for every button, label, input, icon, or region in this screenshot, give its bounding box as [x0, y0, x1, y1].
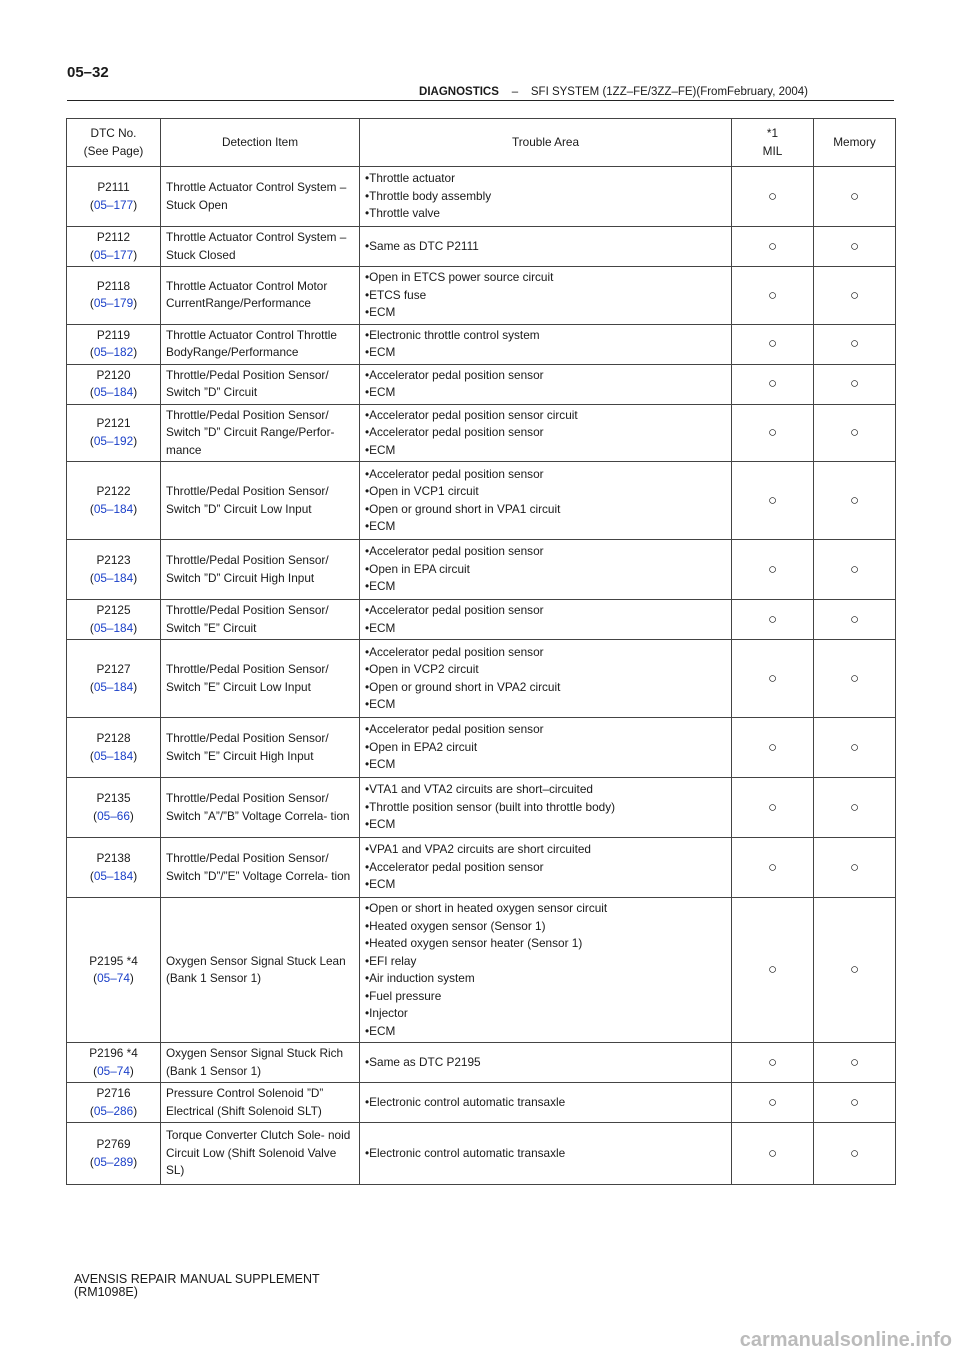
trouble-area-item: • Open or ground short in VPA2 circuit [365, 679, 726, 697]
header-dtc [67, 119, 161, 167]
trouble-area-cell [360, 540, 732, 600]
dtc-page-ref: (05–192) [89, 433, 138, 448]
dtc-code: P2195 *4 [89, 953, 138, 968]
trouble-area-item: • ECM [365, 876, 726, 894]
dtc-page-link[interactable]: 05–74 [97, 971, 130, 985]
section-header [419, 86, 808, 98]
dtc-code: P2135 [96, 791, 131, 805]
memory-indicator: ○ [814, 1123, 896, 1185]
trouble-area-item: • Open in EPA circuit [365, 561, 726, 579]
trouble-area-item: • ECM [365, 578, 726, 596]
trouble-area-list [365, 900, 726, 1040]
dtc-code-cell [67, 600, 161, 640]
trouble-area-list [365, 1145, 726, 1163]
trouble-area-item: • ECM [365, 620, 726, 638]
header-mil [732, 119, 814, 167]
header-dtc-label: DTC No. [90, 126, 137, 140]
dtc-page-link[interactable]: 05–179 [93, 296, 134, 311]
mil-indicator: ○ [732, 898, 814, 1043]
trouble-area-item: • ETCS fuse [365, 287, 726, 305]
trouble-area-item: • Accelerator pedal position sensor [365, 367, 726, 385]
table-row [67, 540, 896, 600]
dtc-page-link[interactable]: 05–184 [93, 385, 134, 399]
trouble-area-cell [360, 1043, 732, 1083]
memory-indicator: ○ [814, 227, 896, 267]
dtc-page-ref: (05–184) [89, 748, 138, 763]
table-row [67, 404, 896, 462]
table-row [67, 778, 896, 838]
memory-indicator: ○ [814, 600, 896, 640]
dtc-page-ref: (05–179) [89, 296, 138, 311]
trouble-area-item: • Injector [365, 1005, 726, 1023]
dtc-page-link[interactable]: 05–192 [93, 433, 134, 448]
trouble-area-item: • Electronic control automatic transaxle [365, 1094, 726, 1112]
header-dtc-sub: (See Page) [83, 143, 144, 158]
trouble-area-cell [360, 718, 732, 778]
mil-indicator: ○ [732, 718, 814, 778]
section-title: DIAGNOSTICS [419, 86, 499, 98]
mil-indicator: ○ [732, 364, 814, 404]
mil-indicator: ○ [732, 167, 814, 227]
trouble-area-item: • Same as DTC P2195 [365, 1054, 726, 1072]
trouble-area-item: • Accelerator pedal position sensor [365, 466, 726, 484]
detection-item: Torque Converter Clutch Sole- noid Circuit Low (Shift Solenoid Valve SL) [161, 1123, 360, 1185]
detection-item: Oxygen Sensor Signal Stuck Lean (Bank 1 Sensor 1) [161, 898, 360, 1043]
table-row [67, 1043, 896, 1083]
table-row [67, 324, 896, 364]
detection-item: Throttle/Pedal Position Sensor/ Switch ”E” Circuit High Input [161, 718, 360, 778]
trouble-area-list [365, 170, 726, 223]
memory-indicator: ○ [814, 1043, 896, 1083]
dtc-page-ref: (05–74) [93, 971, 134, 985]
memory-indicator: ○ [814, 462, 896, 540]
trouble-area-item: • Heated oxygen sensor (Sensor 1) [365, 918, 726, 936]
dtc-code-cell [67, 364, 161, 404]
header-rule [67, 100, 894, 101]
mil-indicator: ○ [732, 1043, 814, 1083]
dtc-code: P2121 [96, 416, 131, 431]
dtc-page-ref: (05–184) [89, 620, 138, 635]
dtc-page-ref: (05–74) [93, 1063, 134, 1078]
trouble-area-cell [360, 324, 732, 364]
trouble-area-item: • EFI relay [365, 953, 726, 971]
trouble-area-item: • Throttle position sensor (built into throttle body) [365, 799, 726, 817]
table-row [67, 640, 896, 718]
trouble-area-item: • Electronic throttle control system [365, 327, 726, 345]
mil-indicator: ○ [732, 640, 814, 718]
memory-indicator: ○ [814, 540, 896, 600]
dtc-code: P2769 [96, 1137, 131, 1151]
trouble-area-item: • Accelerator pedal position sensor [365, 424, 726, 442]
memory-indicator: ○ [814, 324, 896, 364]
trouble-area-item: • Same as DTC P2111 [365, 238, 726, 256]
memory-indicator: ○ [814, 267, 896, 325]
trouble-area-item: • ECM [365, 816, 726, 834]
dtc-code-cell [67, 1043, 161, 1083]
detection-item: Oxygen Sensor Signal Stuck Rich (Bank 1 Sensor 1) [161, 1043, 360, 1083]
table-row [67, 898, 896, 1043]
dtc-code: P2123 [96, 553, 131, 567]
memory-indicator: ○ [814, 640, 896, 718]
detection-item: Throttle/Pedal Position Sensor/ Switch ”D” Circuit Range/Perfor- mance [161, 404, 360, 462]
header-mil-note: *1 [766, 126, 779, 140]
dtc-table [66, 118, 896, 1185]
trouble-area-item: • Throttle body assembly [365, 188, 726, 206]
trouble-area-item: • VPA1 and VPA2 circuits are short circuited [365, 841, 726, 859]
memory-indicator: ○ [814, 718, 896, 778]
trouble-area-list [365, 602, 726, 637]
dtc-page-link[interactable]: 05–182 [93, 345, 134, 359]
memory-indicator: ○ [814, 838, 896, 898]
section-subtitle: SFI SYSTEM (1ZZ–FE/3ZZ–FE)(FromFebruary, 2004) [530, 86, 808, 98]
trouble-area-list [365, 644, 726, 714]
trouble-area-item: • ECM [365, 696, 726, 714]
dtc-code: P2120 [96, 367, 131, 382]
trouble-area-item: • Air induction system [365, 970, 726, 988]
header-separator: – [511, 86, 519, 98]
trouble-area-cell [360, 462, 732, 540]
detection-item: Throttle/Pedal Position Sensor/ Switch ”A”/”B” Voltage Correla- tion [161, 778, 360, 838]
dtc-code-cell [67, 324, 161, 364]
dtc-code-cell [67, 640, 161, 718]
dtc-page-link[interactable]: 05–184 [93, 748, 134, 763]
dtc-code-cell [67, 1123, 161, 1185]
trouble-area-list [365, 367, 726, 402]
footer [74, 1273, 320, 1299]
detection-item: Pressure Control Solenoid ”D” Electrical (Shift Solenoid SLT) [161, 1083, 360, 1123]
header-memory: Memory [814, 119, 896, 167]
trouble-area-item: • Accelerator pedal position sensor [365, 543, 726, 561]
dtc-code: P2112 [96, 230, 131, 244]
memory-indicator: ○ [814, 898, 896, 1043]
trouble-area-item: • Accelerator pedal position sensor [365, 644, 726, 662]
mil-indicator: ○ [732, 600, 814, 640]
trouble-area-cell [360, 227, 732, 267]
mil-indicator: ○ [732, 462, 814, 540]
mil-indicator: ○ [732, 267, 814, 325]
table-row [67, 1083, 896, 1123]
detection-item: Throttle/Pedal Position Sensor/ Switch ”D” Circuit High Input [161, 540, 360, 600]
trouble-area-item: • Open or ground short in VPA1 circuit [365, 501, 726, 519]
trouble-area-list [365, 466, 726, 536]
mil-indicator: ○ [732, 1123, 814, 1185]
detection-item: Throttle/Pedal Position Sensor/ Switch ”E” Circuit Low Input [161, 640, 360, 718]
dtc-code-cell [67, 1083, 161, 1123]
trouble-area-item: • VTA1 and VTA2 circuits are short–circuited [365, 781, 726, 799]
dtc-page-link[interactable]: 05–177 [93, 197, 134, 212]
dtc-page-link[interactable]: 05–177 [93, 247, 134, 262]
mil-indicator: ○ [732, 778, 814, 838]
dtc-code-cell [67, 404, 161, 462]
trouble-area-list [365, 721, 726, 774]
dtc-code: P2716 [96, 1086, 131, 1100]
trouble-area-item: • ECM [365, 304, 726, 322]
dtc-code-cell [67, 718, 161, 778]
dtc-page-ref: (05–184) [89, 570, 138, 585]
detection-item: Throttle Actuator Control System – Stuck Open [161, 167, 360, 227]
dtc-page-ref: (05–177) [89, 247, 138, 262]
dtc-page-ref: (05–286) [89, 1103, 138, 1118]
trouble-area-cell [360, 267, 732, 325]
trouble-area-cell [360, 640, 732, 718]
trouble-area-list [365, 407, 726, 460]
trouble-area-cell [360, 838, 732, 898]
trouble-area-list [365, 781, 726, 834]
dtc-page-link[interactable]: 05–66 [97, 808, 130, 823]
trouble-area-item: • Open in EPA2 circuit [365, 739, 726, 757]
trouble-area-list [365, 327, 726, 362]
trouble-area-list [365, 543, 726, 596]
dtc-page-link[interactable]: 05–184 [93, 679, 134, 694]
trouble-area-cell [360, 778, 732, 838]
mil-indicator: ○ [732, 1083, 814, 1123]
detection-item: Throttle/Pedal Position Sensor/ Switch ”D”/”E” Voltage Correla- tion [161, 838, 360, 898]
memory-indicator: ○ [814, 364, 896, 404]
dtc-page-ref: (05–184) [89, 501, 138, 516]
detection-item: Throttle/Pedal Position Sensor/ Switch ”D” Circuit [161, 364, 360, 404]
dtc-page-ref: (05–184) [89, 679, 138, 694]
table-row [67, 838, 896, 898]
dtc-page-link[interactable]: 05–74 [97, 1063, 130, 1078]
trouble-area-list [365, 1054, 726, 1072]
dtc-code: P2119 [96, 327, 131, 342]
header-detection-item: Detection Item [161, 119, 360, 167]
dtc-code: P2138 [96, 851, 131, 865]
trouble-area-item: • Throttle valve [365, 205, 726, 223]
detection-item: Throttle Actuator Control Motor CurrentRange/Performance [161, 267, 360, 325]
dtc-code-cell [67, 898, 161, 1043]
footer-manual-title: AVENSIS REPAIR MANUAL SUPPLEMENT [74, 1272, 320, 1286]
dtc-page-link[interactable]: 05–289 [93, 1154, 134, 1169]
trouble-area-item: • ECM [365, 756, 726, 774]
trouble-area-cell [360, 404, 732, 462]
dtc-page-link[interactable]: 05–286 [93, 1103, 134, 1118]
trouble-area-item: • ECM [365, 518, 726, 536]
header-mil-label: MIL [762, 143, 783, 158]
dtc-code: P2128 [96, 731, 131, 745]
dtc-page-ref: (05–66) [93, 808, 134, 823]
trouble-area-cell [360, 600, 732, 640]
dtc-code-cell [67, 462, 161, 540]
memory-indicator: ○ [814, 1083, 896, 1123]
mil-indicator: ○ [732, 838, 814, 898]
trouble-area-item: • ECM [365, 384, 726, 402]
detection-item: Throttle Actuator Control System – Stuck Closed [161, 227, 360, 267]
trouble-area-item: • Accelerator pedal position sensor [365, 859, 726, 877]
trouble-area-cell [360, 364, 732, 404]
dtc-table-body [67, 167, 896, 1185]
table-header-row [67, 119, 896, 167]
table-row [67, 167, 896, 227]
dtc-code-cell [67, 167, 161, 227]
memory-indicator: ○ [814, 167, 896, 227]
dtc-code-cell [67, 227, 161, 267]
dtc-code-cell [67, 540, 161, 600]
dtc-code: P2196 *4 [89, 1046, 138, 1060]
trouble-area-cell [360, 167, 732, 227]
dtc-page-ref: (05–184) [89, 868, 138, 883]
trouble-area-item: • ECM [365, 1023, 726, 1041]
footer-manual-code: (RM1098E) [74, 1285, 138, 1299]
dtc-page-ref: (05–289) [89, 1154, 138, 1169]
trouble-area-item: • Heated oxygen sensor heater (Sensor 1) [365, 935, 726, 953]
memory-indicator: ○ [814, 778, 896, 838]
watermark: carmanualsonline.info [739, 1329, 952, 1351]
table-row [67, 1123, 896, 1185]
header-trouble-area: Trouble Area [360, 119, 732, 167]
table-row [67, 364, 896, 404]
trouble-area-item: • Open or short in heated oxygen sensor circuit [365, 900, 726, 918]
dtc-code: P2118 [96, 278, 131, 293]
dtc-code: P2127 [96, 662, 131, 676]
trouble-area-item: • Open in ETCS power source circuit [365, 269, 726, 287]
trouble-area-list [365, 269, 726, 322]
trouble-area-cell [360, 898, 732, 1043]
memory-indicator: ○ [814, 404, 896, 462]
table-row [67, 227, 896, 267]
dtc-page-link[interactable]: 05–184 [93, 620, 134, 635]
trouble-area-item: • Throttle actuator [365, 170, 726, 188]
dtc-page-ref: (05–182) [89, 345, 138, 359]
trouble-area-item: • Accelerator pedal position sensor circuit [365, 407, 726, 425]
trouble-area-item: • Open in VCP1 circuit [365, 483, 726, 501]
trouble-area-item: • Accelerator pedal position sensor [365, 602, 726, 620]
mil-indicator: ○ [732, 540, 814, 600]
trouble-area-list [365, 841, 726, 894]
trouble-area-item: • ECM [365, 442, 726, 460]
dtc-page-link[interactable]: 05–184 [93, 570, 134, 585]
detection-item: Throttle Actuator Control Throttle BodyRange/Performance [161, 324, 360, 364]
dtc-page-link[interactable]: 05–184 [93, 868, 134, 883]
mil-indicator: ○ [732, 324, 814, 364]
dtc-page-ref: (05–184) [89, 385, 138, 399]
dtc-code: P2125 [96, 603, 131, 617]
dtc-code-cell [67, 778, 161, 838]
detection-item: Throttle/Pedal Position Sensor/ Switch ”E” Circuit [161, 600, 360, 640]
mil-indicator: ○ [732, 227, 814, 267]
page-number: 05–32 [67, 64, 109, 81]
table-row [67, 462, 896, 540]
dtc-page-ref: (05–177) [89, 197, 138, 212]
trouble-area-list [365, 238, 726, 256]
table-row [67, 718, 896, 778]
trouble-area-list [365, 1094, 726, 1112]
dtc-page-link[interactable]: 05–184 [93, 501, 134, 516]
table-row [67, 267, 896, 325]
detection-item: Throttle/Pedal Position Sensor/ Switch ”D” Circuit Low Input [161, 462, 360, 540]
trouble-area-item: • Accelerator pedal position sensor [365, 721, 726, 739]
trouble-area-item: • Fuel pressure [365, 988, 726, 1006]
trouble-area-item: • Electronic control automatic transaxle [365, 1145, 726, 1163]
trouble-area-item: • ECM [365, 344, 726, 362]
trouble-area-item: • Open in VCP2 circuit [365, 661, 726, 679]
dtc-code-cell [67, 267, 161, 325]
table-row [67, 600, 896, 640]
trouble-area-cell [360, 1083, 732, 1123]
dtc-code-cell [67, 838, 161, 898]
mil-indicator: ○ [732, 404, 814, 462]
dtc-code: P2111 [97, 180, 130, 194]
trouble-area-cell [360, 1123, 732, 1185]
dtc-code: P2122 [96, 484, 131, 498]
